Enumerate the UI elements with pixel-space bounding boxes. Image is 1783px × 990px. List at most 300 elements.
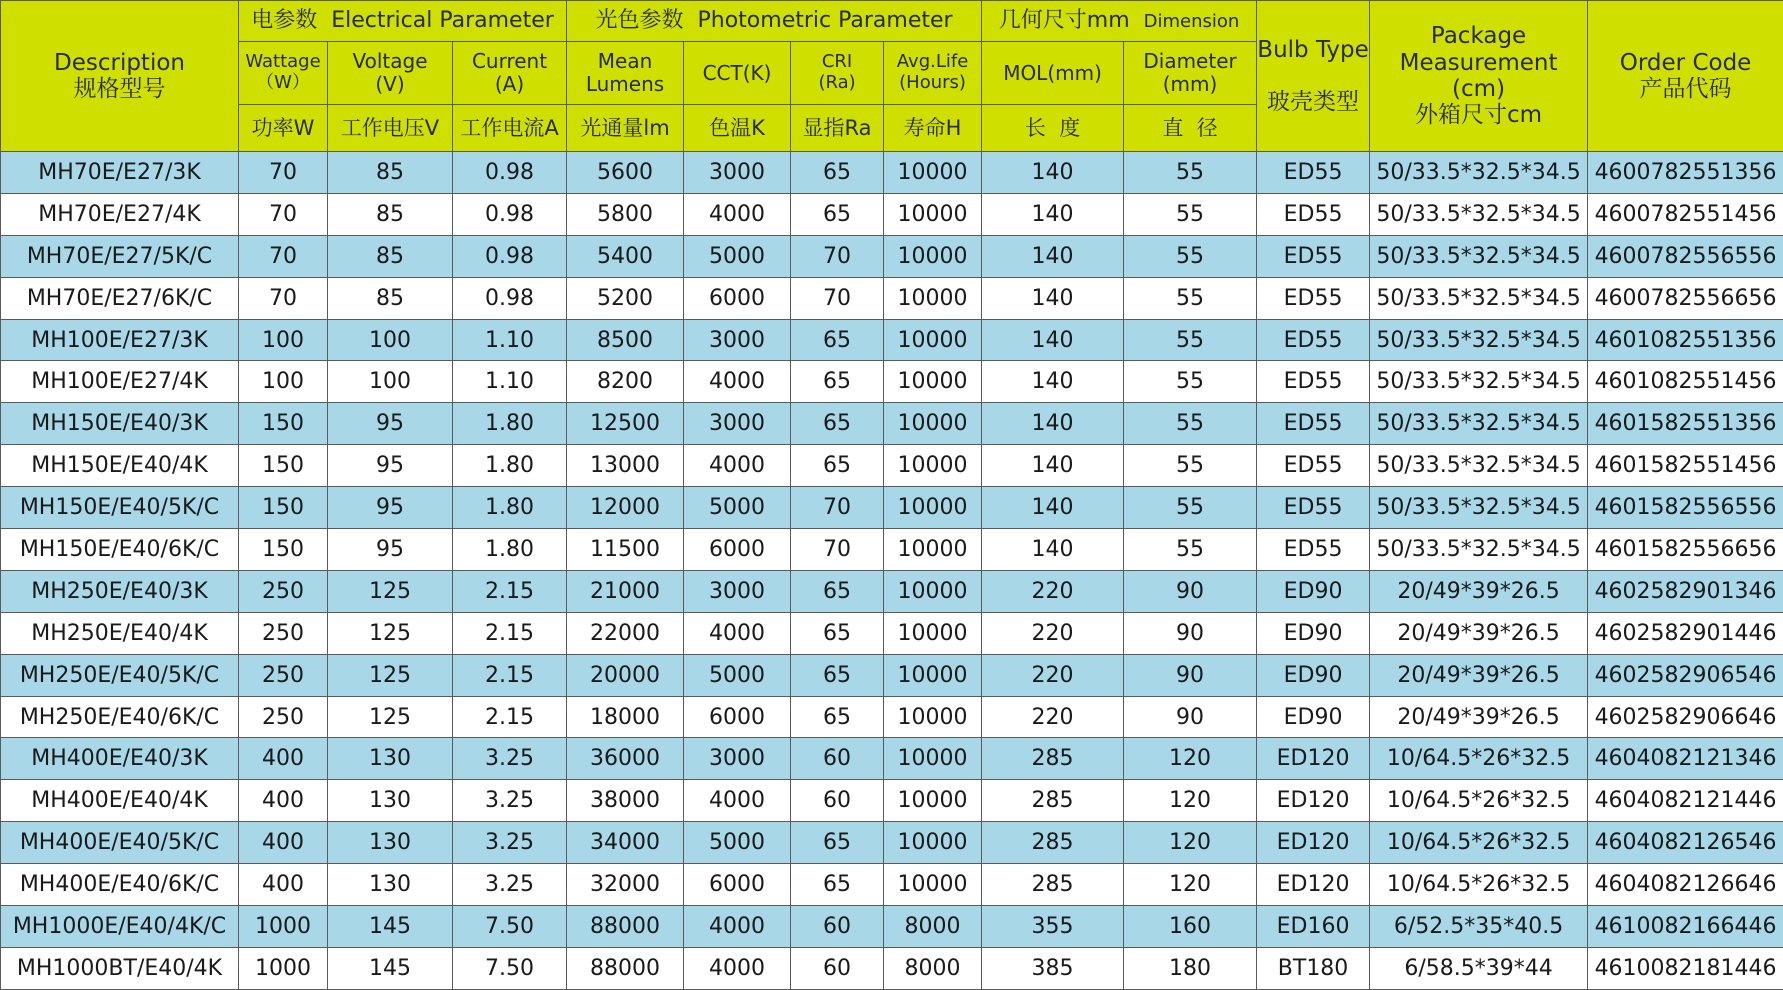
description-header: [1, 1, 239, 152]
description-cell: MH250E/E40/6K/C: [1, 696, 239, 738]
lumens-cell: 11500: [567, 529, 684, 571]
diameter-cell: 120: [1124, 780, 1257, 822]
diameter-cell: 120: [1124, 738, 1257, 780]
current-cell: 0.98: [453, 235, 567, 277]
table-row: [1, 864, 1783, 906]
package-cell: 6/52.5*35*40.5: [1370, 906, 1588, 948]
mol-header-en: MOL(mm): [1003, 61, 1102, 85]
bulb-type-cell: ED55: [1257, 152, 1370, 194]
mol-cell: 220: [982, 612, 1124, 654]
table-row: [1, 445, 1783, 487]
mol-cell: 140: [982, 235, 1124, 277]
wattage-cell: 250: [239, 570, 328, 612]
order-code-cell: 4600782556656: [1588, 277, 1783, 319]
description-cell: MH400E/E40/3K: [1, 738, 239, 780]
order-code-cell: 4601082551356: [1588, 319, 1783, 361]
package-cell: 50/33.5*32.5*34.5: [1370, 529, 1588, 571]
cct-cell: 3000: [684, 570, 791, 612]
bulb-type-cell: ED55: [1257, 235, 1370, 277]
life-cell: 10000: [884, 277, 982, 319]
description-cell: MH250E/E40/5K/C: [1, 654, 239, 696]
description-cell: MH150E/E40/4K: [1, 445, 239, 487]
mol-cell: 140: [982, 319, 1124, 361]
table-row: [1, 529, 1783, 571]
order-code-cell: 4604082121446: [1588, 780, 1783, 822]
lumens-cell: 22000: [567, 612, 684, 654]
description-cell: MH1000BT/E40/4K: [1, 947, 239, 989]
package-cell: 50/33.5*32.5*34.5: [1370, 235, 1588, 277]
photometric-group-en: Photometric Parameter: [698, 8, 953, 33]
voltage-cell: 130: [328, 738, 453, 780]
package-cell: 10/64.5*26*32.5: [1370, 780, 1588, 822]
current-cell: 3.25: [453, 864, 567, 906]
voltage-cell: 130: [328, 780, 453, 822]
diameter-cell: 55: [1124, 529, 1257, 571]
package-header-line3: (cm): [1370, 76, 1587, 102]
mol-cell: 140: [982, 361, 1124, 403]
diameter-cell: 160: [1124, 906, 1257, 948]
description-cell: MH150E/E40/3K: [1, 403, 239, 445]
cct-cell: 4000: [684, 947, 791, 989]
wattage-cell: 400: [239, 780, 328, 822]
electrical-group-en: Electrical Parameter: [331, 8, 554, 33]
cct-cell: 5000: [684, 654, 791, 696]
cri-cell: 60: [791, 738, 884, 780]
package-header-cn: 外箱尺寸cm: [1370, 102, 1587, 128]
package-cell: 50/33.5*32.5*34.5: [1370, 487, 1588, 529]
description-cell: MH400E/E40/5K/C: [1, 822, 239, 864]
life-cell: 10000: [884, 696, 982, 738]
dimension-group-cn: 几何尺寸mm: [999, 8, 1130, 33]
voltage-cell: 85: [328, 152, 453, 194]
wattage-header-line2: （W）: [239, 73, 327, 94]
wattage-cell: 150: [239, 445, 328, 487]
table-row: [1, 780, 1783, 822]
wattage-cell: 70: [239, 193, 328, 235]
current-header-cn: 工作电流A: [453, 105, 567, 152]
table-body: [1, 152, 1783, 990]
table-row: [1, 277, 1783, 319]
order-code-cell: 4610082166446: [1588, 906, 1783, 948]
cri-header-line1: CRI: [791, 52, 883, 73]
voltage-cell: 95: [328, 445, 453, 487]
cct-cell: 3000: [684, 152, 791, 194]
diameter-cell: 90: [1124, 654, 1257, 696]
diameter-cell: 90: [1124, 612, 1257, 654]
order-code-header-cn: 产品代码: [1588, 76, 1783, 102]
wattage-cell: 400: [239, 822, 328, 864]
lumens-cell: 21000: [567, 570, 684, 612]
mol-cell: 140: [982, 487, 1124, 529]
bulb-type-cell: ED120: [1257, 780, 1370, 822]
diameter-cell: 180: [1124, 947, 1257, 989]
cri-cell: 70: [791, 529, 884, 571]
cct-cell: 5000: [684, 487, 791, 529]
lumens-cell: 18000: [567, 696, 684, 738]
bulb-type-cell: ED160: [1257, 906, 1370, 948]
diameter-cell: 55: [1124, 235, 1257, 277]
table-row: [1, 152, 1783, 194]
wattage-cell: 150: [239, 403, 328, 445]
mol-header-cn: 长 度: [982, 105, 1124, 152]
order-code-cell: 4602582901346: [1588, 570, 1783, 612]
bulb-type-cell: ED55: [1257, 361, 1370, 403]
cri-cell: 65: [791, 696, 884, 738]
cri-cell: 65: [791, 570, 884, 612]
current-header-line2: (A): [453, 73, 566, 96]
current-cell: 2.15: [453, 696, 567, 738]
current-cell: 7.50: [453, 947, 567, 989]
bulb-type-cell: ED55: [1257, 487, 1370, 529]
table-row: [1, 654, 1783, 696]
cct-cell: 4000: [684, 361, 791, 403]
description-header-cn: 规格型号: [1, 76, 238, 102]
order-code-header-en: Order Code: [1588, 50, 1783, 76]
diameter-header-line1: Diameter: [1124, 50, 1256, 73]
life-cell: 10000: [884, 403, 982, 445]
wattage-cell: 400: [239, 738, 328, 780]
diameter-cell: 120: [1124, 864, 1257, 906]
lumens-header-cn: 光通量lm: [567, 105, 684, 152]
current-cell: 3.25: [453, 780, 567, 822]
lumens-cell: 5800: [567, 193, 684, 235]
dimension-group-en: Dimension: [1144, 11, 1240, 32]
life-cell: 10000: [884, 235, 982, 277]
bulb-type-header: [1257, 1, 1370, 152]
voltage-header: [328, 42, 453, 105]
description-cell: MH70E/E27/6K/C: [1, 277, 239, 319]
wattage-cell: 250: [239, 612, 328, 654]
table-row: [1, 193, 1783, 235]
photometric-group-header: [567, 1, 982, 42]
voltage-cell: 85: [328, 235, 453, 277]
order-code-cell: 4601582556656: [1588, 529, 1783, 571]
lumens-cell: 38000: [567, 780, 684, 822]
bulb-type-header-cn: 玻壳类型: [1257, 89, 1369, 115]
table-row: [1, 361, 1783, 403]
lumens-header: [567, 42, 684, 105]
voltage-cell: 100: [328, 319, 453, 361]
bulb-type-cell: ED55: [1257, 529, 1370, 571]
order-code-cell: 4604082121346: [1588, 738, 1783, 780]
voltage-cell: 100: [328, 361, 453, 403]
current-cell: 0.98: [453, 193, 567, 235]
wattage-header: [239, 42, 328, 105]
lumens-cell: 20000: [567, 654, 684, 696]
package-cell: 20/49*39*26.5: [1370, 612, 1588, 654]
dimension-group-header: [982, 1, 1257, 42]
life-cell: 8000: [884, 947, 982, 989]
diameter-header-cn: 直 径: [1124, 105, 1257, 152]
table-header: [1, 1, 1783, 152]
cct-cell: 6000: [684, 864, 791, 906]
diameter-cell: 55: [1124, 403, 1257, 445]
cri-cell: 65: [791, 193, 884, 235]
current-cell: 1.10: [453, 361, 567, 403]
cri-cell: 65: [791, 864, 884, 906]
lumens-cell: 36000: [567, 738, 684, 780]
life-cell: 10000: [884, 612, 982, 654]
lumens-cell: 5400: [567, 235, 684, 277]
photometric-group-cn: 光色参数: [596, 8, 684, 33]
current-cell: 2.15: [453, 570, 567, 612]
order-code-cell: 4601582556556: [1588, 487, 1783, 529]
package-cell: 10/64.5*26*32.5: [1370, 864, 1588, 906]
cri-header-cn: 显指Ra: [791, 105, 884, 152]
voltage-cell: 130: [328, 864, 453, 906]
voltage-cell: 145: [328, 906, 453, 948]
wattage-cell: 400: [239, 864, 328, 906]
diameter-cell: 55: [1124, 361, 1257, 403]
order-code-header: [1588, 1, 1783, 152]
cct-cell: 4000: [684, 612, 791, 654]
cct-cell: 3000: [684, 738, 791, 780]
current-header-line1: Current: [453, 50, 566, 73]
wattage-cell: 70: [239, 277, 328, 319]
current-cell: 1.80: [453, 487, 567, 529]
current-cell: 3.25: [453, 738, 567, 780]
mol-cell: 140: [982, 529, 1124, 571]
diameter-cell: 55: [1124, 152, 1257, 194]
lumens-cell: 5600: [567, 152, 684, 194]
wattage-cell: 1000: [239, 906, 328, 948]
mol-cell: 220: [982, 654, 1124, 696]
wattage-cell: 150: [239, 487, 328, 529]
bulb-type-cell: ED55: [1257, 193, 1370, 235]
current-cell: 7.50: [453, 906, 567, 948]
table-row: [1, 906, 1783, 948]
lumens-cell: 12000: [567, 487, 684, 529]
diameter-cell: 55: [1124, 319, 1257, 361]
voltage-cell: 125: [328, 696, 453, 738]
package-header: [1370, 1, 1588, 152]
package-cell: 50/33.5*32.5*34.5: [1370, 152, 1588, 194]
wattage-cell: 100: [239, 319, 328, 361]
life-cell: 10000: [884, 780, 982, 822]
order-code-cell: 4600782551356: [1588, 152, 1783, 194]
lumens-cell: 8200: [567, 361, 684, 403]
description-cell: MH100E/E27/4K: [1, 361, 239, 403]
wattage-cell: 100: [239, 361, 328, 403]
current-header: [453, 42, 567, 105]
voltage-cell: 125: [328, 654, 453, 696]
current-cell: 1.10: [453, 319, 567, 361]
cri-cell: 65: [791, 612, 884, 654]
current-cell: 2.15: [453, 654, 567, 696]
cri-cell: 65: [791, 319, 884, 361]
bulb-type-cell: ED90: [1257, 696, 1370, 738]
diameter-cell: 55: [1124, 193, 1257, 235]
current-cell: 0.98: [453, 277, 567, 319]
voltage-cell: 85: [328, 193, 453, 235]
bulb-type-cell: ED120: [1257, 738, 1370, 780]
life-cell: 10000: [884, 654, 982, 696]
diameter-cell: 55: [1124, 277, 1257, 319]
cri-cell: 60: [791, 906, 884, 948]
life-cell: 10000: [884, 738, 982, 780]
voltage-header-line1: Voltage: [328, 50, 452, 73]
package-cell: 50/33.5*32.5*34.5: [1370, 277, 1588, 319]
lumens-cell: 13000: [567, 445, 684, 487]
bulb-type-cell: ED90: [1257, 570, 1370, 612]
description-cell: MH70E/E27/5K/C: [1, 235, 239, 277]
bulb-type-cell: ED90: [1257, 612, 1370, 654]
voltage-cell: 85: [328, 277, 453, 319]
diameter-header-line2: (mm): [1124, 73, 1256, 96]
life-cell: 10000: [884, 864, 982, 906]
bulb-type-cell: ED55: [1257, 319, 1370, 361]
lumens-header-line1: Mean: [567, 50, 683, 73]
order-code-cell: 4600782551456: [1588, 193, 1783, 235]
current-cell: 1.80: [453, 403, 567, 445]
diameter-header: [1124, 42, 1257, 105]
wattage-cell: 250: [239, 696, 328, 738]
mol-cell: 220: [982, 570, 1124, 612]
description-cell: MH70E/E27/3K: [1, 152, 239, 194]
order-code-cell: 4602582906646: [1588, 696, 1783, 738]
description-header-en: Description: [1, 50, 238, 76]
wattage-cell: 70: [239, 152, 328, 194]
voltage-cell: 145: [328, 947, 453, 989]
order-code-cell: 4604082126646: [1588, 864, 1783, 906]
table-row: [1, 403, 1783, 445]
description-cell: MH100E/E27/3K: [1, 319, 239, 361]
table-row: [1, 570, 1783, 612]
package-cell: 50/33.5*32.5*34.5: [1370, 403, 1588, 445]
wattage-cell: 150: [239, 529, 328, 571]
table-row: [1, 612, 1783, 654]
package-header-line1: Package: [1370, 23, 1587, 49]
cct-cell: 4000: [684, 445, 791, 487]
mol-cell: 140: [982, 277, 1124, 319]
lumens-header-line2: Lumens: [567, 73, 683, 96]
mol-cell: 285: [982, 864, 1124, 906]
cct-cell: 5000: [684, 822, 791, 864]
life-header-line2: (Hours): [884, 73, 981, 94]
table-row: [1, 822, 1783, 864]
electrical-group-cn: 电参数: [251, 8, 317, 33]
cct-cell: 4000: [684, 906, 791, 948]
cct-header: [684, 42, 791, 105]
order-code-cell: 4610082181446: [1588, 947, 1783, 989]
cri-cell: 65: [791, 822, 884, 864]
mol-header: [982, 42, 1124, 105]
current-cell: 1.80: [453, 529, 567, 571]
package-cell: 50/33.5*32.5*34.5: [1370, 361, 1588, 403]
life-cell: 10000: [884, 822, 982, 864]
lumens-cell: 32000: [567, 864, 684, 906]
cct-cell: 6000: [684, 277, 791, 319]
mol-cell: 285: [982, 738, 1124, 780]
life-cell: 10000: [884, 570, 982, 612]
cri-cell: 60: [791, 780, 884, 822]
diameter-cell: 55: [1124, 487, 1257, 529]
current-cell: 2.15: [453, 612, 567, 654]
cri-cell: 65: [791, 445, 884, 487]
wattage-header-line1: Wattage: [239, 52, 327, 73]
lumens-cell: 5200: [567, 277, 684, 319]
diameter-cell: 90: [1124, 570, 1257, 612]
cri-header: [791, 42, 884, 105]
bulb-type-cell: ED120: [1257, 864, 1370, 906]
table-row: [1, 696, 1783, 738]
bulb-type-cell: ED55: [1257, 445, 1370, 487]
diameter-cell: 55: [1124, 445, 1257, 487]
voltage-cell: 130: [328, 822, 453, 864]
mol-cell: 285: [982, 822, 1124, 864]
lumens-cell: 8500: [567, 319, 684, 361]
table-row: [1, 235, 1783, 277]
voltage-header-cn: 工作电压V: [328, 105, 453, 152]
voltage-cell: 95: [328, 529, 453, 571]
current-cell: 1.80: [453, 445, 567, 487]
wattage-cell: 250: [239, 654, 328, 696]
order-code-cell: 4601082551456: [1588, 361, 1783, 403]
mol-cell: 285: [982, 780, 1124, 822]
description-cell: MH400E/E40/6K/C: [1, 864, 239, 906]
cct-cell: 3000: [684, 403, 791, 445]
cri-cell: 65: [791, 361, 884, 403]
package-cell: 10/64.5*26*32.5: [1370, 738, 1588, 780]
table-row: [1, 487, 1783, 529]
order-code-cell: 4602582906546: [1588, 654, 1783, 696]
package-cell: 50/33.5*32.5*34.5: [1370, 319, 1588, 361]
life-cell: 8000: [884, 906, 982, 948]
wattage-header-cn: 功率W: [239, 105, 328, 152]
life-cell: 10000: [884, 487, 982, 529]
voltage-cell: 95: [328, 487, 453, 529]
lumens-cell: 88000: [567, 906, 684, 948]
cri-cell: 65: [791, 152, 884, 194]
description-cell: MH250E/E40/3K: [1, 570, 239, 612]
life-cell: 10000: [884, 529, 982, 571]
description-cell: MH150E/E40/6K/C: [1, 529, 239, 571]
package-cell: 20/49*39*26.5: [1370, 570, 1588, 612]
voltage-header-line2: (V): [328, 73, 452, 96]
life-cell: 10000: [884, 361, 982, 403]
voltage-cell: 95: [328, 403, 453, 445]
cct-cell: 5000: [684, 235, 791, 277]
order-code-cell: 4601582551356: [1588, 403, 1783, 445]
package-cell: 20/49*39*26.5: [1370, 696, 1588, 738]
cct-cell: 3000: [684, 319, 791, 361]
order-code-cell: 4602582901446: [1588, 612, 1783, 654]
electrical-group-header: [239, 1, 567, 42]
life-cell: 10000: [884, 445, 982, 487]
bulb-type-cell: ED120: [1257, 822, 1370, 864]
cct-header-cn: 色温K: [684, 105, 791, 152]
cri-cell: 70: [791, 487, 884, 529]
bulb-type-cell: BT180: [1257, 947, 1370, 989]
description-cell: MH1000E/E40/4K/C: [1, 906, 239, 948]
table-row: [1, 947, 1783, 989]
package-cell: 50/33.5*32.5*34.5: [1370, 445, 1588, 487]
wattage-cell: 70: [239, 235, 328, 277]
voltage-cell: 125: [328, 612, 453, 654]
package-cell: 6/58.5*39*44: [1370, 947, 1588, 989]
bulb-type-cell: ED55: [1257, 403, 1370, 445]
diameter-cell: 120: [1124, 822, 1257, 864]
cct-cell: 6000: [684, 696, 791, 738]
cct-header-en: CCT(K): [703, 61, 772, 85]
mol-cell: 140: [982, 152, 1124, 194]
wattage-cell: 1000: [239, 947, 328, 989]
life-header-cn: 寿命H: [884, 105, 982, 152]
cri-cell: 65: [791, 403, 884, 445]
table-row: [1, 738, 1783, 780]
mol-cell: 220: [982, 696, 1124, 738]
life-header-line1: Avg.Life: [884, 52, 981, 73]
